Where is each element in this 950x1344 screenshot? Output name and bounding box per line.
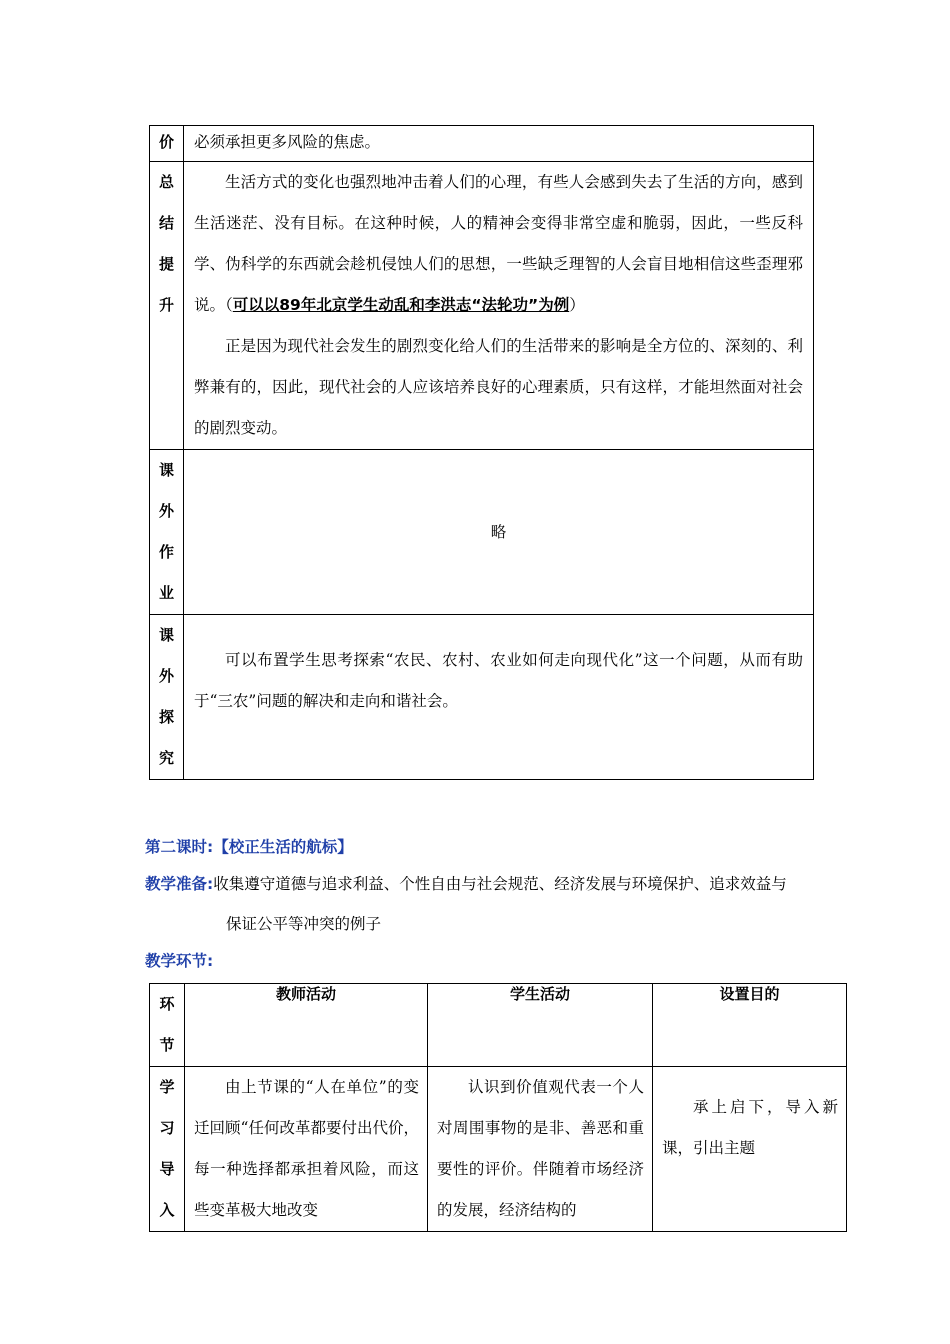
row-label-char: 外 — [158, 502, 174, 520]
teaching-prep-text: 收集遵守道德与追求利益、个性自由与社会规范、经济发展与环境保护、追求效益与 — [213, 875, 787, 893]
teaching-prep-label: 教学准备: — [145, 875, 214, 893]
table-row — [150, 1067, 847, 1232]
row-content — [184, 450, 814, 615]
table-row — [150, 126, 814, 162]
lesson-table-2 — [149, 983, 847, 1232]
row-label — [150, 1067, 185, 1232]
teacher-activity-text: 由上节课的“人在单位”的变迁回顾“任何改革都要付出代价，每一种选择都承担着风险，而这些变革极大地改变 — [194, 1078, 419, 1219]
row-label-char: 学 — [159, 1078, 175, 1096]
column-header-purpose: 设置目的 — [653, 984, 847, 1067]
row-label-char: 业 — [158, 584, 174, 602]
row-label-char: 入 — [159, 1201, 175, 1219]
row-label-char: 课 — [158, 461, 174, 479]
row-label-char: 课 — [158, 626, 174, 644]
row-label-char: 升 — [158, 296, 174, 314]
paragraph: 必须承担更多风险的焦虑。 — [194, 133, 381, 151]
teaching-steps-heading — [145, 951, 213, 971]
row-content — [184, 162, 814, 450]
table-row — [150, 450, 814, 615]
row-label — [150, 450, 184, 615]
teaching-prep-text: 保证公平等冲突的例子 — [226, 915, 382, 933]
row-label — [150, 615, 184, 780]
row-content — [184, 615, 814, 780]
column-header-teacher: 教师活动 — [185, 984, 428, 1067]
teacher-activity-cell — [185, 1067, 428, 1232]
lesson-title — [145, 837, 353, 857]
teaching-steps-label: 教学环节: — [145, 952, 214, 970]
student-activity-cell — [428, 1067, 653, 1232]
lesson-table-1 — [149, 125, 814, 780]
paragraph: 可以布置学生思考探索“农民、农村、农业如何走向现代化”这一个问题，从而有助于“三农”问题的解决和走向和谐社会。 — [194, 651, 803, 710]
column-header-student: 学生活动 — [428, 984, 653, 1067]
row-label-char: 导 — [159, 1160, 175, 1178]
row-label-char: 提 — [158, 255, 174, 273]
row-label-char: 习 — [159, 1119, 175, 1137]
table-row — [150, 615, 814, 780]
teaching-prep-continued — [226, 914, 381, 934]
lesson-title-label: 第二课时: — [145, 838, 214, 856]
table-header-row — [150, 984, 847, 1067]
header-char: 环 — [159, 995, 175, 1013]
row-label — [150, 126, 184, 162]
row-label-char: 外 — [158, 667, 174, 685]
row-label-char: 究 — [158, 749, 174, 767]
row-label-char: 总 — [158, 173, 174, 191]
paragraph: 生活方式的变化也强烈地冲击着人们的心理，有些人会感到失去了生活的方向，感到生活迷茫、没有目标。在这种时候，人的精神会变得非常空虚和脆弱，因此，一些反科学、伪科学的东西就会趁机侵蚀人们的思想，一些缺乏理智的人会盲目地相信这些歪理邪说。（可以以89年北京学生动乱和李洪志“法轮功”为例） — [194, 173, 803, 314]
purpose-cell — [653, 1067, 847, 1232]
table-row — [150, 162, 814, 450]
teaching-prep — [145, 874, 787, 894]
row-label-char: 结 — [158, 214, 174, 232]
row-label-char: 价 — [158, 133, 174, 151]
paragraph: 略 — [490, 522, 507, 541]
paragraph: 正是因为现代社会发生的剧烈变化给人们的生活带来的影响是全方位的、深刻的、利弊兼有的，因此，现代社会的人应该培养良好的心理素质，只有这样，才能坦然面对社会的剧烈变动。 — [194, 337, 803, 437]
row-content — [184, 126, 814, 162]
row-label-char: 探 — [158, 708, 174, 726]
purpose-text: 承上启下，导入新课，引出主题 — [662, 1098, 838, 1157]
header-char: 节 — [159, 1036, 175, 1054]
student-activity-text: 认识到价值观代表一个人对周围事物的是非、善恶和重要性的评价。伴随着市场经济的发展，经济结构的 — [437, 1078, 644, 1219]
row-label-char: 作 — [158, 543, 174, 561]
underlined-note: 可以以89年北京学生动乱和李洪志“法轮功”为例 — [232, 296, 570, 314]
column-header-step — [150, 984, 185, 1067]
row-label — [150, 162, 184, 450]
lesson-title-value: 【校正生活的航标】 — [213, 838, 353, 856]
